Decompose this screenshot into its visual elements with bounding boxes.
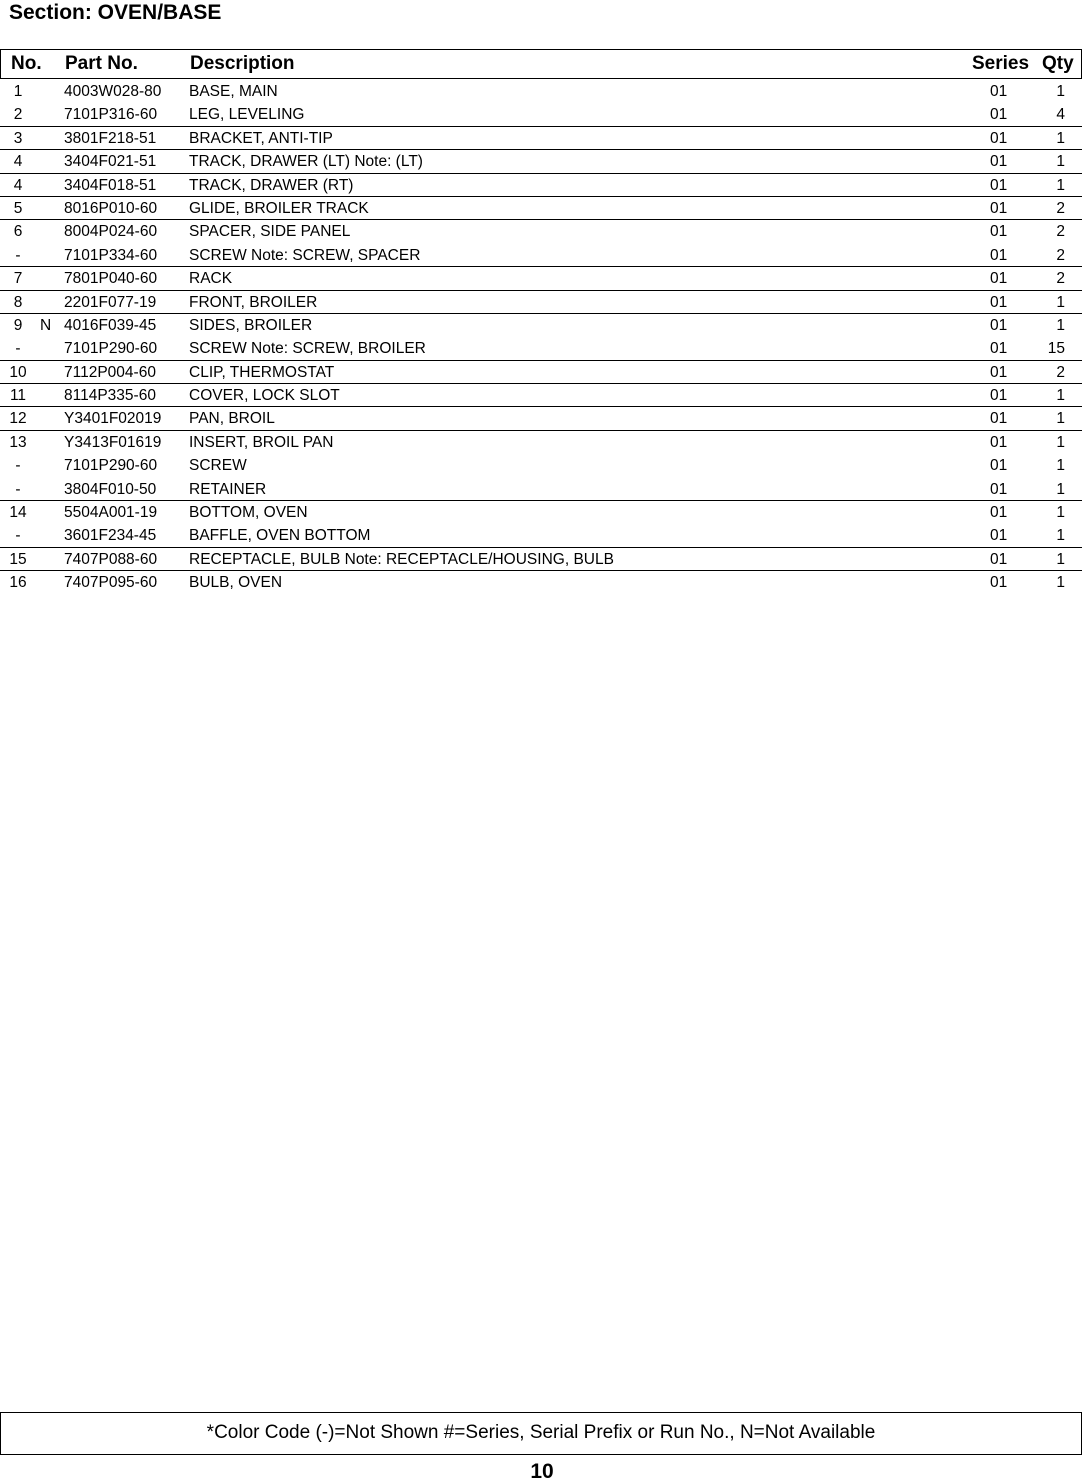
- row-qty: 1: [1056, 574, 1065, 592]
- row-part-no: 4003W028-80: [64, 83, 162, 100]
- row-part-no: 7801P040-60: [64, 270, 158, 288]
- row-part-no: 5504A001-19: [64, 504, 158, 522]
- row-series: 01: [990, 129, 1008, 147]
- row-no: 8: [13, 293, 23, 311]
- row-qty: 1: [1056, 457, 1065, 475]
- row-qty: 1: [1056, 129, 1065, 147]
- row-part-no: 7101P290-60: [64, 457, 158, 475]
- row-series: 01: [990, 457, 1008, 475]
- table-row: [0, 267, 1082, 290]
- row-no: 13: [9, 433, 27, 451]
- row-no: 11: [9, 387, 27, 405]
- table-row: [0, 127, 1082, 150]
- row-description: BRACKET, ANTI-TIP: [189, 129, 333, 147]
- row-series: 01: [990, 153, 1008, 171]
- row-part-no: 7407P095-60: [64, 574, 158, 592]
- table-row: [0, 501, 1082, 524]
- row-description: TRACK, DRAWER (LT) Note: (LT): [189, 153, 423, 171]
- row-qty: 1: [1056, 387, 1065, 405]
- table-row: [0, 174, 1082, 197]
- row-description: SCREW: [189, 457, 247, 475]
- row-series: 01: [990, 387, 1008, 405]
- section-title: Section: OVEN/BASE: [9, 1, 222, 24]
- row-qty: 2: [1056, 363, 1065, 381]
- table-header: [0, 49, 1082, 79]
- row-no: -: [15, 527, 21, 545]
- row-qty: 2: [1056, 246, 1065, 264]
- row-qty: 1: [1056, 480, 1065, 498]
- row-series: 01: [990, 480, 1008, 498]
- row-part-no: 3804F010-50: [64, 480, 157, 498]
- row-qty: 2: [1056, 270, 1065, 288]
- row-no: 4: [13, 153, 23, 171]
- row-series: 01: [990, 504, 1008, 522]
- table-row: [0, 220, 1082, 243]
- table-row: [0, 407, 1082, 430]
- table-row: [0, 337, 1082, 360]
- page-number: 10: [530, 1460, 554, 1483]
- row-series: 01: [990, 246, 1008, 264]
- row-qty: 15: [1047, 340, 1065, 358]
- row-qty: 2: [1056, 199, 1065, 217]
- row-description: GLIDE, BROILER TRACK: [189, 199, 369, 217]
- row-series: 01: [990, 293, 1008, 311]
- row-series: 01: [990, 410, 1008, 428]
- row-description: INSERT, BROIL PAN: [189, 433, 334, 451]
- header-series: Series: [972, 53, 1030, 74]
- row-part-no: 7101P290-60: [64, 340, 158, 358]
- row-part-no: 8004P024-60: [64, 223, 158, 241]
- row-part-no: 7112P004-60: [64, 363, 156, 381]
- row-qty: 1: [1056, 293, 1065, 311]
- row-no: 12: [9, 410, 27, 428]
- legend-footer: *Color Code (-)=Not Shown #=Series, Serial Prefix or Run No., N=Not Available: [0, 1412, 1082, 1455]
- row-series: 01: [990, 83, 1008, 100]
- row-description: LEG, LEVELING: [189, 106, 305, 124]
- row-part-no: 7101P316-60: [64, 106, 158, 124]
- row-qty: 1: [1056, 176, 1065, 194]
- row-description: BULB, OVEN: [189, 574, 283, 592]
- row-no: 3: [13, 129, 23, 147]
- row-qty: 1: [1056, 316, 1065, 334]
- row-description: SPACER, SIDE PANEL: [189, 223, 351, 241]
- row-description: FRONT, BROILER: [189, 293, 318, 311]
- row-series: 01: [990, 270, 1008, 288]
- row-part-no: 8016P010-60: [64, 199, 158, 217]
- row-description: TRACK, DRAWER (RT): [189, 176, 354, 194]
- row-series: 01: [990, 223, 1008, 241]
- table-row: [0, 454, 1082, 477]
- header-part-no: Part No.: [65, 53, 138, 74]
- row-no: 16: [9, 574, 27, 592]
- row-qty: 1: [1056, 83, 1065, 100]
- row-part-no: 8114P335-60: [64, 387, 156, 405]
- row-no: 10: [9, 363, 27, 381]
- row-qty: 1: [1056, 504, 1065, 522]
- header-description: Description: [190, 53, 295, 74]
- row-part-no: 3601F234-45: [64, 527, 157, 545]
- row-description: SCREW Note: SCREW, SPACER: [189, 246, 421, 264]
- row-part-no: 7101P334-60: [64, 246, 158, 264]
- row-description: RECEPTACLE, BULB Note: RECEPTACLE/HOUSING, BULB: [189, 550, 614, 568]
- table-row: [0, 524, 1082, 547]
- row-description: BOTTOM, OVEN: [189, 504, 308, 522]
- row-part-no: 3404F018-51: [64, 176, 157, 194]
- table-row: [0, 244, 1082, 267]
- row-series: 01: [990, 363, 1008, 381]
- row-qty: 1: [1056, 433, 1065, 451]
- row-qty: 1: [1056, 527, 1065, 545]
- row-series: 01: [990, 433, 1008, 451]
- row-part-no: 4016F039-45: [64, 316, 157, 334]
- table-row: [0, 431, 1082, 454]
- row-description: RETAINER: [189, 480, 267, 498]
- row-part-no: 3404F021-51: [64, 153, 157, 171]
- row-no: 5: [13, 199, 23, 217]
- table-row: [0, 150, 1082, 173]
- row-series: 01: [990, 106, 1008, 124]
- table-row: [0, 548, 1082, 571]
- row-series: 01: [990, 199, 1008, 217]
- row-no: 7: [13, 270, 23, 288]
- row-description: RACK: [189, 270, 233, 288]
- table-row: [0, 291, 1082, 314]
- row-part-no: Y3413F01619: [64, 433, 162, 451]
- row-no: 4: [13, 176, 23, 194]
- row-series: 01: [990, 550, 1008, 568]
- row-no: -: [15, 480, 21, 498]
- row-series: 01: [990, 527, 1008, 545]
- row-description: CLIP, THERMOSTAT: [189, 363, 335, 381]
- row-series: 01: [990, 176, 1008, 194]
- row-no: 6: [13, 223, 23, 241]
- table-row: [0, 384, 1082, 407]
- row-part-no: 2201F077-19: [64, 293, 157, 311]
- parts-table-body: [0, 80, 1082, 595]
- row-no: 1: [13, 83, 23, 100]
- row-series: 01: [990, 316, 1008, 334]
- header-qty: Qty: [1042, 53, 1074, 74]
- row-description: SIDES, BROILER: [189, 316, 313, 334]
- row-part-no: Y3401F02019: [64, 410, 162, 428]
- row-qty: 2: [1056, 223, 1065, 241]
- row-description: BAFFLE, OVEN BOTTOM: [189, 527, 371, 545]
- row-description: COVER, LOCK SLOT: [189, 387, 340, 405]
- table-row: [0, 197, 1082, 220]
- row-no: 15: [9, 550, 27, 568]
- row-no: 14: [9, 504, 27, 522]
- row-no: 9: [13, 316, 23, 334]
- row-qty: 1: [1056, 550, 1065, 568]
- row-flag: N: [40, 316, 52, 334]
- row-no: -: [15, 246, 21, 264]
- row-series: 01: [990, 574, 1008, 592]
- table-row: [0, 571, 1082, 594]
- row-part-no: 7407P088-60: [64, 550, 158, 568]
- row-qty: 4: [1056, 106, 1065, 124]
- table-row: [0, 314, 1082, 337]
- row-no: -: [15, 340, 21, 358]
- table-row: [0, 361, 1082, 384]
- table-row: [0, 80, 1082, 103]
- row-description: PAN, BROIL: [189, 410, 275, 428]
- row-no: -: [15, 457, 21, 475]
- row-description: SCREW Note: SCREW, BROILER: [189, 340, 426, 358]
- table-row: [0, 478, 1082, 501]
- row-qty: 1: [1056, 153, 1065, 171]
- row-part-no: 3801F218-51: [64, 129, 157, 147]
- row-description: BASE, MAIN: [189, 83, 278, 100]
- row-series: 01: [990, 340, 1008, 358]
- table-row: [0, 103, 1082, 126]
- row-no: 2: [13, 106, 23, 124]
- row-qty: 1: [1056, 410, 1065, 428]
- header-no: No.: [11, 53, 42, 74]
